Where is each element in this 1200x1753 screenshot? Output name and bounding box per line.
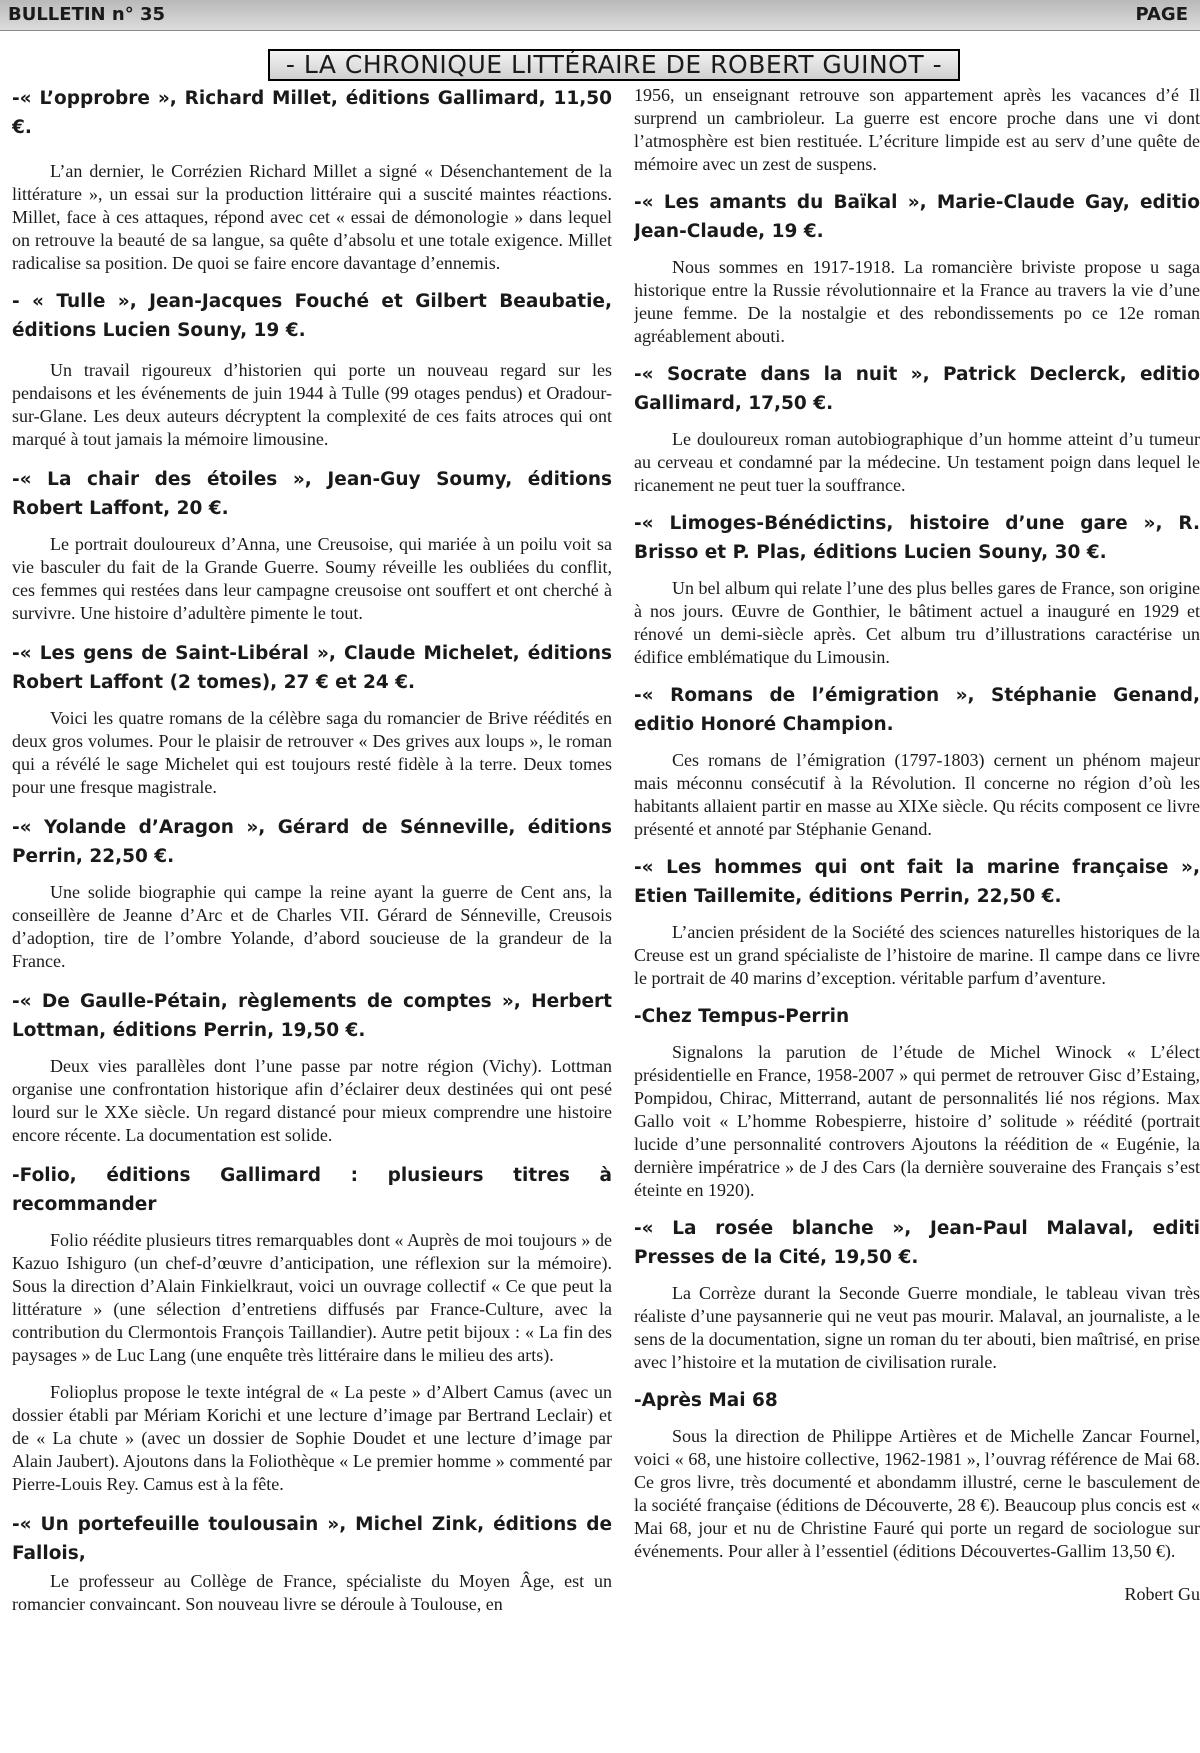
review-article xyxy=(12,1510,612,1616)
bulletin-number: BULLETIN n° 35 xyxy=(8,4,166,25)
review-body: Signalons la parution de l’étude de Michel Winock « L’élect présidentielle en France, 1958-2007 » qui permet de retrouver Gisc d’Estaing, Pompidou, Chirac, Mitterrand, autant de personnalités lié nos régions. Max Gallo voit « L’homme Robespierre, histoire d’ solitude » réédité (portrait lucide d’une personnalité controvers Ajoutons la réédition de « Eugénie, la dernière impératrice » de J des Cars (la dernière souveraine des Français s’est éteinte en 1920). xyxy=(634,1042,1200,1200)
review-heading: -« De Gaulle-Pétain, règlements de comptes », Herbert Lottman, éditions Perrin, 19,50 €. xyxy=(12,991,612,1041)
review-body: Un travail rigoureux d’historien qui porte un nouveau regard sur les pendaisons et les événements de juin 1944 à Tulle (99 otages pendus) et Oradour-sur-Glane. Les deux auteurs décryptent la complexité de ces faits atroces qui ont marqué à tout jamais la mémoire limousine. xyxy=(12,360,612,449)
review-body: L’an dernier, le Corrézien Richard Millet a signé « Désenchantement de la littérature », un essai sur la production littéraire qui a suscité maintes réactions. Millet, face à ces attaques, répond avec cet « essai de démonologie » dans lequel on retrouve la beauté de sa langue, sa quête d’absolu et une totale exigence. Millet radicalise sa position. De quoi se faire encore davantage d’ennemis. xyxy=(12,161,612,273)
review-heading: -Chez Tempus-Perrin xyxy=(634,1006,850,1027)
review-body: 1956, un enseignant retrouve son appartement après les vacances d’é Il surprend un cambrioleur. La guerre est encore proche dans une vi dont l’atmosphère est bien restituée. L’écriture limpide est au serv d’une quête de mémoire avec un zest de suspens. xyxy=(634,85,1200,174)
review-article xyxy=(12,287,612,451)
review-article xyxy=(634,681,1200,841)
review-heading: -« Les hommes qui ont fait la marine française », Etien Taillemite, éditions Perrin, 22,50 €. xyxy=(634,857,1200,907)
review-heading: -Après Mai 68 xyxy=(634,1390,778,1411)
review-article xyxy=(12,84,612,275)
review-heading: -« Yolande d’Aragon », Gérard de Sénneville, éditions Perrin, 22,50 €. xyxy=(12,817,612,867)
review-article xyxy=(12,465,612,625)
review-body: Une solide biographie qui campe la reine ayant la guerre de Cent ans, la conseillère de Jeanne d’Arc et de Charles VII. Gérard de Sénneville, Creusois d’adoption, tire de l’ombre Yolande, d’abord soucieuse de la grandeur de la France. xyxy=(12,882,612,971)
chronicle-title: - LA CHRONIQUE LITTÉRAIRE DE ROBERT GUINOT - xyxy=(268,49,960,81)
review-article xyxy=(634,84,1200,176)
author-signature: Robert Gu xyxy=(1124,1584,1200,1604)
review-heading: -« Les gens de Saint-Libéral », Claude Michelet, éditions Robert Laffont (2 tomes), 27 € et 24 €. xyxy=(12,643,612,693)
review-heading: -« Limoges-Bénédictins, histoire d’une gare », R. Brisso et P. Plas, éditions Lucien Souny, 30 €. xyxy=(634,513,1200,563)
review-article xyxy=(634,509,1200,669)
review-heading: -Folio, éditions Gallimard : plusieurs titres à recommander xyxy=(12,1165,612,1215)
review-heading: -« La chair des étoiles », Jean-Guy Soumy, éditions Robert Laffont, 20 €. xyxy=(12,469,612,519)
review-article xyxy=(634,853,1200,990)
review-body: Sous la direction de Philippe Artières et de Michelle Zancar Fournel, voici « 68, une histoire collective, 1962-1981 », l’ouvrag référence de Mai 68. Ce gros livre, très documenté et abondamm illustré, cerne le basculement de la société française (éditions de Découverte, 28 €). Beaucoup plus concis est « Mai 68, jour et nu de Christine Fauré qui porte un regard de sociologue sur événements. Pour aller à l’essentiel (éditions Découvertes-Gallim 13,50 €). xyxy=(634,1426,1200,1561)
review-body: Le portrait douloureux d’Anna, une Creusoise, qui mariée à un poilu voit sa vie basculer du fait de la Grande Guerre. Soumy réveille les oubliées du conflit, ces femmes qui restées dans leur campagne creusoise ont souffert et ont cherché à survivre. Une histoire d’adultère pimente le tout. xyxy=(12,534,612,623)
review-body: Deux vies parallèles dont l’une passe par notre région (Vichy). Lottman organise une confrontation historique afin d’éclairer deux destinées qui ont pesé lourd sur le XXe siècle. Un regard distancé pour mieux comprendre une histoire encore récente. La documentation est solide. xyxy=(12,1056,612,1145)
review-body: L’ancien président de la Société des sciences naturelles historiques de la Creuse est un grand spécialiste de l’histoire de marine. Il campe dans ce livre le portrait de 40 marins d’exception. véritable parfum d’aventure. xyxy=(634,922,1200,988)
review-body: Le douloureux roman autobiographique d’un homme atteint d’u tumeur au cerveau et condamné par la médecine. Un testament poign dans lequel le ricanement ne peut tuer la souffrance. xyxy=(634,429,1200,495)
page-label: PAGE xyxy=(1135,4,1188,25)
review-body: Un bel album qui relate l’une des plus belles gares de France, son origine à nos jours. Œuvre de Gonthier, le bâtiment actuel a inauguré en 1929 et rénové un demi-siècle après. Cet album tru d’illustrations caractérise un édifice emblématique du Limousin. xyxy=(634,578,1200,667)
review-article xyxy=(634,1214,1200,1374)
review-heading: -« Un portefeuille toulousain », Michel Zink, éditions de Fallois, xyxy=(12,1514,612,1564)
bulletin-header-bar xyxy=(0,0,1200,31)
right-column xyxy=(634,84,1200,1753)
review-body: Ces romans de l’émigration (1797-1803) cernent un phénom majeur mais méconnu consécutif à la Révolution. Il concerne no région d’où les habitants allaient partir en masse au XIXe siècle. Qu récits composent ce livre présenté et annoté par Stéphanie Genand. xyxy=(634,750,1200,839)
review-heading: - « Tulle », Jean-Jacques Fouché et Gilbert Beaubatie, éditions Lucien Souny, 19 €. xyxy=(12,291,612,341)
review-body: Folioplus propose le texte intégral de « La peste » d’Albert Camus (avec un dossier établi par Mériam Korichi et une lecture d’image par Bertrand Leclair) et de « La chute » (avec un dossier de Sophie Doudet et une lecture d’image par Alain Jaubert). Ajoutons dans la Foliothèque « Le premier homme » commenté par Pierre-Louis Rey. Camus est à la fête. xyxy=(12,1382,612,1494)
review-article xyxy=(12,813,612,973)
review-article xyxy=(634,1002,1200,1202)
review-heading: -« Romans de l’émigration », Stéphanie Genand, editio Honoré Champion. xyxy=(634,685,1200,735)
review-article xyxy=(634,360,1200,497)
left-column xyxy=(12,84,612,1753)
review-body: Nous sommes en 1917-1918. La romancière briviste propose u saga historique entre la Russie révolutionnaire et la France au travers la vie d’une jeune femme. De la nostalgie et des rebondissements po ce 12e roman agréablement abouti. xyxy=(634,257,1200,346)
review-heading: -« La rosée blanche », Jean-Paul Malaval, editi Presses de la Cité, 19,50 €. xyxy=(634,1218,1200,1268)
review-body: Folio réédite plusieurs titres remarquables dont « Auprès de moi toujours » de Kazuo Ishiguro (un chef-d’œuvre d’anticipation, une réflexion sur la mémoire). Sous la direction d’Alain Finkielkraut, voici un ouvrage collectif « Ce que peut la littérature » (une sélection d’entretiens diffusés par France-Culture, avec la contribution du Clermontois François Taillandier). Autre petit bijoux : « La fin des paysages » de Luc Lang (une enquête très littéraire dans le milieu des arts). xyxy=(12,1230,612,1365)
review-body: Le professeur au Collège de France, spécialiste du Moyen Âge, est un romancier convaincant. Son nouveau livre se déroule à Toulouse, en xyxy=(12,1571,612,1614)
review-body: Voici les quatre romans de la célèbre saga du romancier de Brive réédités en deux gros volumes. Pour le plaisir de retrouver « Des grives aux loups », le roman qui a révélé le sage Michelet qui est toujours resté fidèle à la terre. Deux tomes pour une fresque magistrale. xyxy=(12,708,612,797)
review-heading: -« Socrate dans la nuit », Patrick Declerck, editio Gallimard, 17,50 €. xyxy=(634,364,1200,414)
review-article xyxy=(634,188,1200,348)
review-heading: -« L’opprobre », Richard Millet, éditions Gallimard, 11,50 €. xyxy=(12,88,612,138)
review-body: La Corrèze durant la Seconde Guerre mondiale, le tableau vivan très réaliste d’une paysannerie qui ne veut pas mourir. Malaval, an journaliste, a le sens de la documentation, signe un roman du ter abouti, bien maîtrisé, en prise avec l’histoire et la mutation de civilisation rurale. xyxy=(634,1283,1200,1372)
review-article xyxy=(12,639,612,799)
review-article xyxy=(12,987,612,1147)
review-article xyxy=(634,1386,1200,1563)
review-article xyxy=(12,1161,612,1496)
review-heading: -« Les amants du Baïkal », Marie-Claude Gay, editio Jean-Claude, 19 €. xyxy=(634,192,1200,242)
